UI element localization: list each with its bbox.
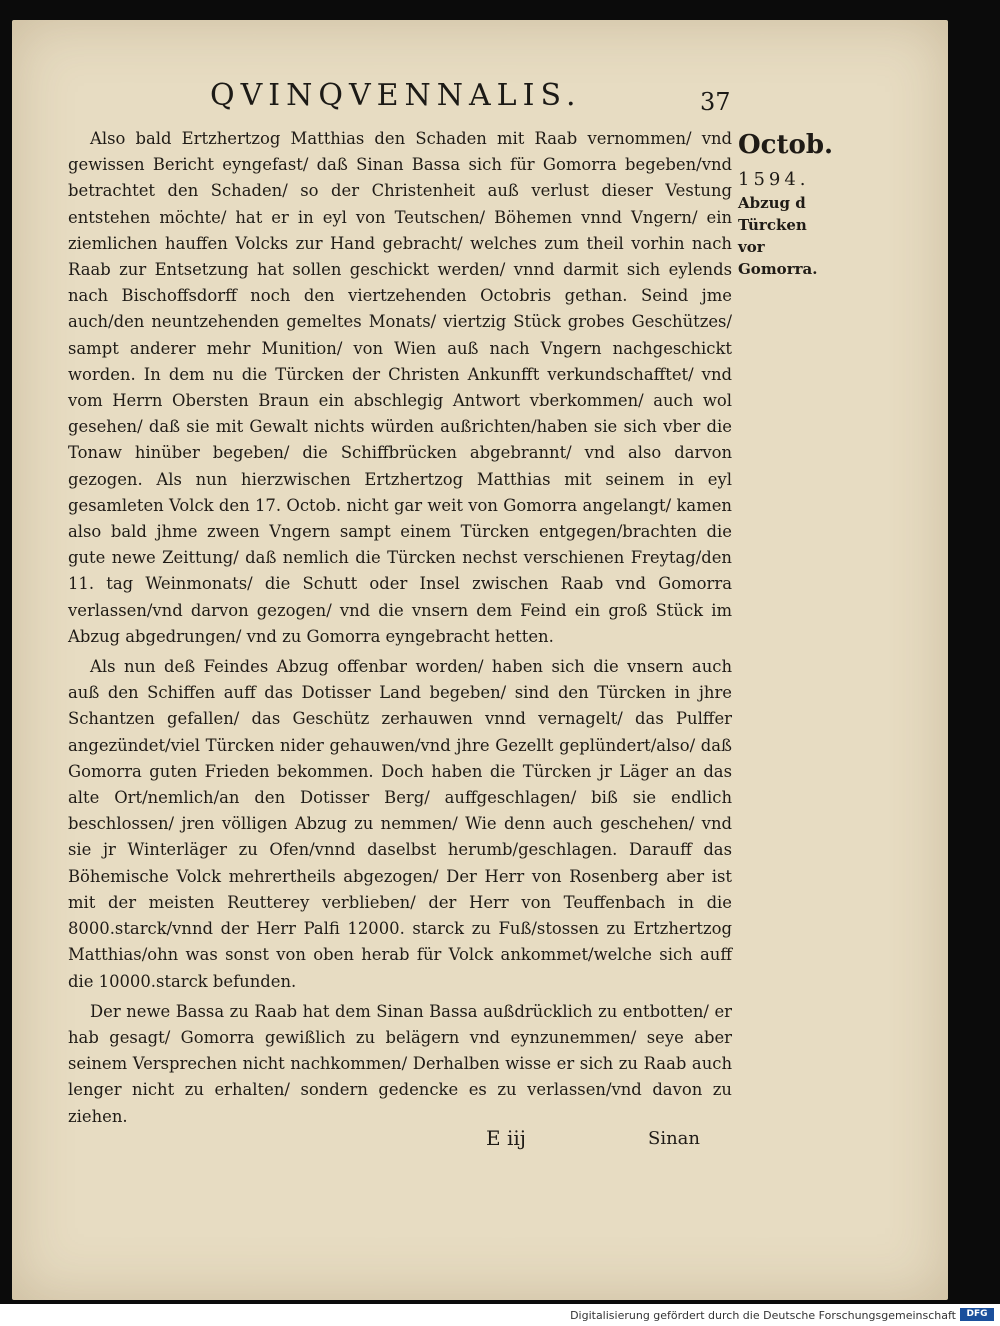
page-number: 37 [700,88,731,116]
margin-year: 1594. [738,169,810,190]
catchword: Sinan [648,1128,701,1149]
paragraph-2: Als nun deß Feindes Abzug offenbar worden/ haben sich die vnsern auch auß den Schiffen auff das Dotisser Land begeben/ sind den Türcken in jhre Schantzen gefallen/ das Geschütz zerhauwen vnnd vernagelt/ das Pulffer angezündet/viel Türcken nider gehauwen/vnd jhre Gezellt geplündert/also/ daß Gomorra guten Frieden bekommen. Doch haben die Türcken jr Läger an das alte Ort/nemlich/an den Dotisser Berg/ auffgeschlagen/ biß sie endlich beschlossen/ jren völligen Abzug zu nemmen/ Wie denn auch geschehen/ vnd sie jr Winterläger zu Ofen/vnnd daselbst herumb/geschlagen. Darauff das Böhemische Volck mehrertheils abgezogen/ Der Herr von Rosenberg aber ist mit der meisten Reutterey verblieben/ der Herr von Teuffenbach in die 8000.starck/vnnd der Herr Palfi 12000. starck zu Fuß/stossen zu Ertzhertzog Matthias/ohn was sonst von oben herab für Volck ankommet/welche sich auff die 10000.starck befunden. [68,657,732,991]
paragraph-1: Also bald Ertzhertzog Matthias den Schaden mit Raab vernommen/ vnd gewissen Bericht eyngefast/ daß Sinan Bassa sich für Gomorra begeben/vnd betrachtet den Schaden/ so der Christenheit auß verlust dieser Vestung entstehen möchte/ hat er in eyl von Teutschen/ Böhemen vnnd Vngern/ ein ziemlichen hauffen Volcks zur Hand gebracht/ welches zum theil vorhin nach Raab zur Entsetzung hat sollen geschickt werden/ vnnd darmit sich eylends nach Bischoffsdorff noch den viertzehenden Octobris gethan. Seind jme auch/den neuntzehenden gemeltes Monats/ viertzig Stück grobes Geschützes/ sampt anderer mehr Munition/ von Wien auß nach Vngern nachgeschickt worden. In dem nu die Türcken der Christen Ankunfft verkundschafftet/ vnd vom Herrn Obersten Braun ein abschlegig Antwort vberkommen/ auch wol gesehen/ daß sie mit Gewalt nichts würden außrichten/haben sie sich vber die Tonaw hinüber begeben/ die Schiffbrücken abgebrannt/ vnd also darvon gezogen. Als nun hierzwischen Ertzhertzog Matthias mit seinem in eyl gesamleten Volck den 17. Octob. nicht gar weit von Gomorra angelangt/ kamen also bald jhme zween Vngern sampt einem Türcken entgegen/brachten die gute newe Zeittung/ daß nemlich die Türcken nechst verschienen Freytag/den 11. tag Weinmonats/ die Schutt oder Insel zwischen Raab vnd Gomorra verlassen/vnd darvon gezogen/ vnd die vnsern dem Feind ein groß Stück im Abzug abgedrungen/ vnd zu Gomorra eyngebracht hetten. [68,129,732,646]
footer-credit: Digitalisierung gefördert durch die Deutsche Forschungsgemeinschaft [570,1309,956,1322]
marginal-note [738,128,834,280]
signature-mark: E iij [486,1126,526,1150]
margin-month: Octob. [738,130,834,160]
footer-bar [0,1304,1000,1326]
body-text [68,126,732,1130]
dfg-logo: DFG [960,1308,994,1321]
paragraph-3: Der newe Bassa zu Raab hat dem Sinan Bassa außdrücklich zu entbotten/ er hab gesagt/ Gomorra gewißlich zu belägern vnd eynzunemmen/ seye aber seinem Versprechen nicht nachkommen/ Derhalben wisse er sich zu Raab auch lenger nicht zu erhalten/ sondern gedencke es zu verlassen/vnd davon zu ziehen. [68,1001,732,1126]
running-head: QVINQVENNALIS. [210,78,582,113]
margin-note-text: Abzug d Türcken vor Gomorra. [738,194,818,278]
